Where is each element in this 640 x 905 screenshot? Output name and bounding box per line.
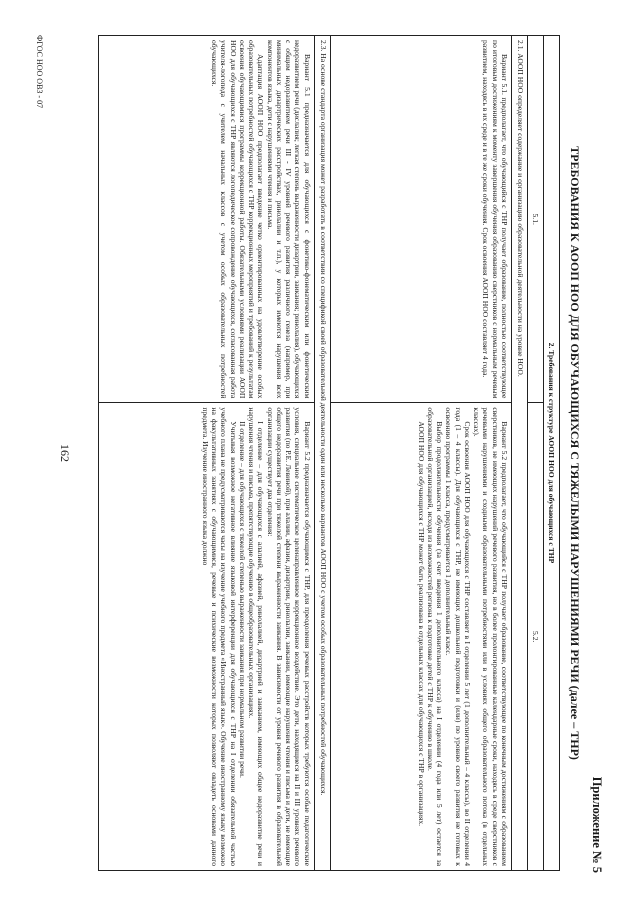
cell-2-1-variant-5-2 bbox=[330, 402, 511, 870]
column-label-5-1: 5.1. bbox=[528, 35, 544, 402]
paragraph: Вариант 5.1 предназначается для обучающихся с фонетико-фонематическим или фонетическим недоразвитием речи (дислалия; легкая степень выраженности дизартрии, заикания; ринолалия), обучающихся с общим недоразвитием речи III - IV уровней речевого развития различного генеза (например, при минимальных дизартрических расстройствах, ринолалии и т.п.), у которых имеются нарушения всех компонентов языка, дети с нарушениями чтения и письма. bbox=[265, 39, 312, 398]
appendix-label: Приложение № 5 bbox=[590, 776, 604, 873]
paragraph: Срок освоения АООП НОО для обучающихся с ТНР составляет в I отделении 5 лет (1 дополнительный – 4 классы), во II отделении 4 года (1 – 4 классы). Для обучающихся с ТНР, не имеющих дошкольной подготовки и (или) по уровню своего развития не готовых к освоению программы 1 класса, предусматривается 1 дополнительный класс. bbox=[444, 406, 472, 866]
row-2-1-title: 2.1. АООП НОО определяет содержание и организацию образовательной деятельности на уровне НОО. bbox=[512, 35, 528, 870]
column-label-5-2: 5.2. bbox=[528, 402, 544, 870]
page-number: 162 bbox=[58, 443, 72, 462]
cell-2-1-variant-5-1 bbox=[330, 35, 511, 402]
paragraph: Вариант 5.1. предполагает, что обучающийся с ТНР получает образование, полностью соответствующее по итоговым достижениям к моменту завершения обучения образованию сверстников с нормальным речевым развитием, находясь в их среде и в те же сроки обучения. Срок освоения АООП НОО составляет 4 года. bbox=[481, 39, 509, 398]
document-code: ФГОС НОО ОВЗ - 07 bbox=[35, 34, 44, 108]
rotated-page bbox=[20, 13, 620, 893]
cell-2-3-variant-5-2 bbox=[99, 402, 315, 870]
paragraph: Вариант 5.2 предназначается обучающимся с ТНР, для преодоления речевых расстройств которых требуются особые педагогические условия, специальное систематическое целенаправленное коррекционное воздействие. Это дети, находящиеся на II и III уровнях речевого развития (по Р.Е. Левиной), при алалии, афазии, дизартрии, ринолалии, заикании, имеющие нарушения чтения и письма и дети, не имеющие общего недоразвития речи при тяжелой степени выраженности заикания. В зависимости от уровня речевого развития в образовательной организации существует два отделения: bbox=[265, 406, 312, 866]
cell-2-3-variant-5-1 bbox=[99, 35, 315, 402]
requirements-table bbox=[98, 35, 560, 871]
paragraph: Адаптация АООП НОО предполагает введение четко ориентированных на удовлетворение особых образовательных потребностей обучающихся с ТНР коррекционных мероприятий и требований к результатам освоения обучающимися программы коррекционной работы. Обязательными условиями реализации АООП НОО для обучающихся с ТНР являются логопедическое сопровождение обучающихся, согласованная работа учителя-логопеда с учителем начальных классов с учетом особых образовательных потребностей обучающихся. bbox=[210, 39, 266, 398]
section-heading: 2. Требования к структуре АООП НОО для обучающихся с ТНР bbox=[544, 35, 560, 870]
paragraph: Выбор продолжительности обучения (за счет введения 1 дополнительного класса) на I отделении (4 года или 5 лет) остается за образовательной организацией, исходя из возможностей региона к подготовке детей с ТНР к обучению в школе. bbox=[426, 406, 445, 866]
page-title: ТРЕБОВАНИЯ К АООП НОО ДЛЯ ОБУЧАЮЩИХСЯ С ТЯЖЕЛЫМИ НАРУШЕНИЯМИ РЕЧИ (далее – ТНР) bbox=[568, 145, 582, 760]
paragraph: АООП НОО для обучающихся с ТНР может быть реализована в отдельных классах для обучающихся с ТНР в организациях. bbox=[416, 420, 426, 826]
paragraph: I отделение – для обучающихся с алалией, афазией, ринолалией, дизартрией и заиканием, имеющих общее недоразвитие речи и нарушения чтения и письма, препятствующие обучению в общеобразовательных организациях. bbox=[247, 406, 266, 866]
row-2-3-title: 2.3. На основе стандарта организация может разработать в соответствии со спецификой своей образовательной деятельности один или несколько вариантов АООП НОО с учетом особых образовательных потребностей обучающихся. bbox=[314, 35, 330, 870]
paragraph: II отделение – для обучающихся с тяжелой степенью выраженности заикания при нормальном развитии речи. bbox=[237, 420, 247, 778]
paragraph: Учитывая возможное негативное влияние языковой интерференции для обучающихся с ТНР на I отделении обязательной частью учебного плана не предусматриваются часы на изучение учебного предмета «Иностранный язык». Обучение иностранному языку возможно на факультативных занятиях с обучающимися, речевые и психические возможности которых позволяют овладеть основами данного предмета. Изучение иностранного языка должно bbox=[200, 406, 238, 866]
paragraph: Вариант 5.2 предполагает, что обучающийся с ТНР получает образование, соответствующее по конечным достижениям с образованием сверстников, не имеющих нарушений речевого развития, но в более пролонгированные календарные сроки, находясь в среде сверстников с речевыми нарушениями и сходными образовательными потребностями или в условиях общего образовательного потока (в отдельных классах). bbox=[472, 406, 509, 866]
